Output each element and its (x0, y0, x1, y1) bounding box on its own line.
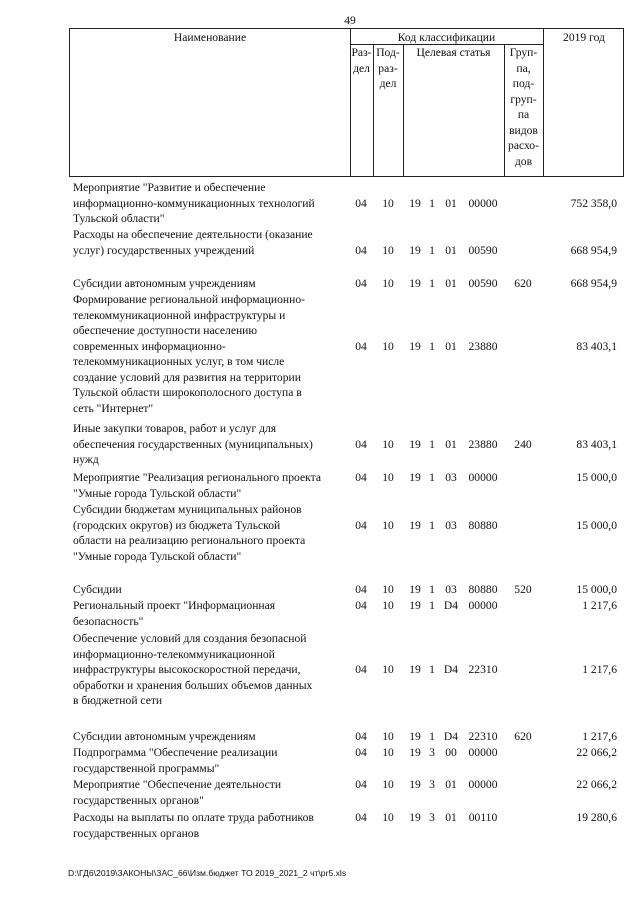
celevaya-code-subprogram: 1 (429, 471, 435, 484)
celevaya-code-event: D4 (443, 599, 459, 612)
amount-2019: 22 066,2 (576, 778, 617, 791)
row-name: Расходы на выплаты по оплате труда работников государственных органов (73, 811, 314, 840)
celevaya-code-subprogram: 1 (429, 277, 435, 290)
celevaya-code-program: 19 (409, 599, 421, 612)
header-razdel: Раз- дел (351, 46, 372, 75)
celevaya-code-event: 01 (445, 778, 457, 791)
amount-2019: 83 403,1 (576, 339, 617, 353)
razdel-code: 04 (355, 339, 367, 353)
razdel-code: 04 (355, 811, 367, 824)
celevaya-code-event: 03 (445, 583, 457, 596)
razdel-code: 04 (355, 778, 367, 791)
row-name: Мероприятие "Обеспечение деятельности государственных органов" (73, 778, 282, 807)
vid-rashodov-code: 240 (514, 437, 532, 451)
celevaya-code-event: 01 (445, 339, 457, 353)
podrazdel-code: 10 (382, 599, 394, 612)
row-name: Региональный проект "Информационная безопасность" (73, 599, 276, 628)
razdel-code: 04 (355, 471, 367, 484)
celevaya-code-subprogram: 1 (429, 599, 435, 612)
celevaya-code-program: 19 (409, 471, 421, 484)
celevaya-code-direction: 00590 (468, 277, 498, 290)
celevaya-code-subprogram: 1 (429, 243, 435, 257)
row-name: Субсидии (73, 583, 122, 596)
razdel-code: 04 (355, 518, 367, 532)
row-name: Расходы на обеспечение деятельности (оказание услуг) государственных учреждений (73, 228, 313, 257)
row-name: Подпрограмма "Обеспечение реализации государственной программы" (73, 746, 278, 775)
row-name: Субсидии автономным учреждениям (73, 277, 256, 290)
header-name: Наименование (173, 31, 247, 44)
celevaya-code-subprogram: 1 (429, 730, 435, 743)
amount-2019: 19 280,6 (576, 811, 617, 824)
table-header (69, 28, 624, 177)
header-divider (403, 44, 404, 176)
celevaya-code-subprogram: 1 (429, 339, 435, 353)
razdel-code: 04 (355, 437, 367, 451)
celevaya-code-program: 19 (409, 730, 421, 743)
row-name: Формирование региональной информационно- телекоммуникационной инфраструктуры и обеспечение доступности населению современных информационно- телекоммуникационных услуг, в том числе создание условий для развития на территории Тульской области широкополосного доступа в сеть "Интернет" (73, 293, 305, 415)
amount-2019: 668 954,9 (570, 277, 617, 290)
row-name: Субсидии бюджетам муниципальных районов (городских округов) из бюджета Тульской области на реализацию регионального проекта "Умные города Тульской области" (73, 503, 306, 563)
celevaya-code-subprogram: 1 (429, 663, 435, 676)
row-name: Мероприятие "Реализация регионального проекта "Умные города Тульской области" (73, 471, 321, 500)
header-year: 2019 год (563, 31, 605, 44)
amount-2019: 752 358,0 (570, 196, 617, 210)
celevaya-code-event: 03 (445, 471, 457, 484)
celevaya-code-subprogram: 1 (429, 437, 435, 451)
celevaya-code-direction: 00000 (468, 471, 498, 484)
celevaya-code-subprogram: 1 (429, 583, 435, 596)
row-name: Мероприятие "Развитие и обеспечение информационно-коммуникационных технологий Тульской области" (73, 181, 315, 225)
celevaya-code-direction: 23880 (468, 437, 498, 451)
vid-rashodov-code: 620 (514, 277, 532, 290)
amount-2019: 15 000,0 (576, 583, 617, 596)
celevaya-code-direction: 22310 (468, 730, 498, 743)
header-podrazdel: Под- раз- дел (376, 46, 400, 90)
celevaya-code-event: 00 (445, 746, 457, 759)
celevaya-code-program: 19 (409, 778, 421, 791)
celevaya-code-program: 19 (409, 339, 421, 353)
header-vid: Груп- па, под- груп- па видов расхо- дов (508, 46, 539, 168)
razdel-code: 04 (355, 196, 367, 210)
celevaya-code-direction: 00000 (468, 778, 498, 791)
celevaya-code-program: 19 (409, 277, 421, 290)
podrazdel-code: 10 (382, 583, 394, 596)
razdel-code: 04 (355, 583, 367, 596)
celevaya-code-event: 03 (445, 518, 457, 532)
celevaya-code-subprogram: 1 (429, 196, 435, 210)
celevaya-code-direction: 00110 (468, 811, 498, 824)
razdel-code: 04 (355, 663, 367, 676)
razdel-code: 04 (355, 746, 367, 759)
header-divider (543, 29, 544, 176)
celevaya-code-program: 19 (409, 196, 421, 210)
celevaya-code-direction: 80880 (468, 583, 498, 596)
amount-2019: 15 000,0 (576, 471, 617, 484)
file-path-footer: D:\ГД6\2019\ЗАКОНЫ\ЗАС_66\Изм.бюджет ТО 2019_2021_2 чт\pr5.xls (68, 868, 347, 878)
amount-2019: 22 066,2 (576, 746, 617, 759)
celevaya-code-direction: 23880 (468, 339, 498, 353)
amount-2019: 1 217,6 (582, 599, 617, 612)
celevaya-code-event: 01 (445, 811, 457, 824)
celevaya-code-program: 19 (409, 243, 421, 257)
razdel-code: 04 (355, 277, 367, 290)
celevaya-code-direction: 00000 (468, 599, 498, 612)
celevaya-code-program: 19 (409, 663, 421, 676)
amount-2019: 1 217,6 (582, 663, 617, 676)
celevaya-code-event: 01 (445, 243, 457, 257)
podrazdel-code: 10 (382, 730, 394, 743)
celevaya-code-program: 19 (409, 437, 421, 451)
row-name: Иные закупки товаров, работ и услуг для обеспечения государственных (муниципальных) нужд (73, 422, 313, 466)
podrazdel-code: 10 (382, 518, 394, 532)
podrazdel-code: 10 (382, 811, 394, 824)
celevaya-code-event: D4 (443, 730, 459, 743)
podrazdel-code: 10 (382, 746, 394, 759)
podrazdel-code: 10 (382, 778, 394, 791)
celevaya-code-direction: 80880 (468, 518, 498, 532)
vid-rashodov-code: 620 (514, 730, 532, 743)
podrazdel-code: 10 (382, 471, 394, 484)
razdel-code: 04 (355, 730, 367, 743)
celevaya-code-event: 01 (445, 437, 457, 451)
podrazdel-code: 10 (382, 196, 394, 210)
amount-2019: 15 000,0 (576, 518, 617, 532)
razdel-code: 04 (355, 599, 367, 612)
podrazdel-code: 10 (382, 243, 394, 257)
celevaya-code-direction: 00590 (468, 243, 498, 257)
row-name: Субсидии автономным учреждениям (73, 730, 256, 743)
celevaya-code-event: 01 (445, 277, 457, 290)
amount-2019: 1 217,6 (582, 730, 617, 743)
celevaya-code-program: 19 (409, 811, 421, 824)
row-name: Обеспечение условий для создания безопасной информационно-телекоммуникационной инфраструктуры высокоскоростной передачи, обработки и хранения больших объемов данных в бюджетной сети (73, 632, 313, 707)
celevaya-code-event: 01 (445, 196, 457, 210)
celevaya-code-subprogram: 1 (429, 518, 435, 532)
amount-2019: 83 403,1 (576, 437, 617, 451)
podrazdel-code: 10 (382, 663, 394, 676)
celevaya-code-program: 19 (409, 583, 421, 596)
celevaya-code-subprogram: 3 (429, 778, 435, 791)
amount-2019: 668 954,9 (570, 243, 617, 257)
page-number: 49 (344, 14, 356, 27)
celevaya-code-direction: 00000 (468, 746, 498, 759)
celevaya-code-event: D4 (443, 663, 459, 676)
celevaya-code-direction: 00000 (468, 196, 498, 210)
celevaya-code-subprogram: 3 (429, 746, 435, 759)
vid-rashodov-code: 520 (514, 583, 532, 596)
podrazdel-code: 10 (382, 277, 394, 290)
celevaya-code-subprogram: 3 (429, 811, 435, 824)
podrazdel-code: 10 (382, 437, 394, 451)
header-celevaya: Целевая статья (416, 46, 491, 59)
podrazdel-code: 10 (382, 339, 394, 353)
celevaya-code-program: 19 (409, 518, 421, 532)
razdel-code: 04 (355, 243, 367, 257)
header-code: Код классификации (397, 31, 496, 44)
celevaya-code-direction: 22310 (468, 663, 498, 676)
celevaya-code-program: 19 (409, 746, 421, 759)
